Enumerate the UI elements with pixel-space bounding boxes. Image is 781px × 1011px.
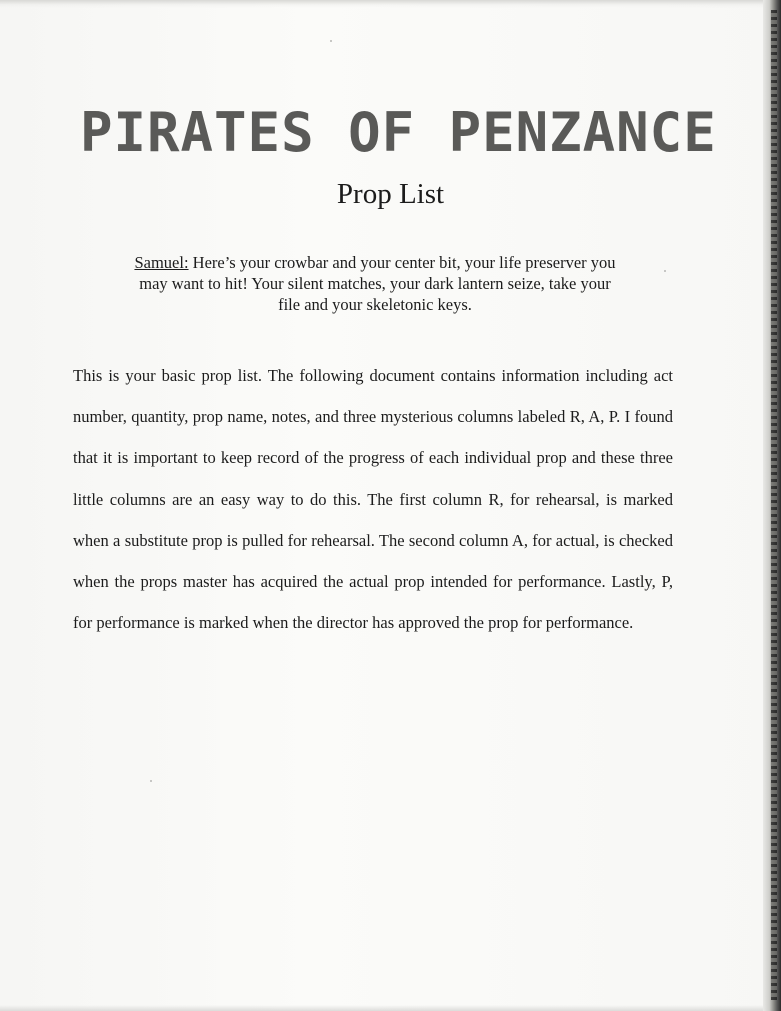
scan-speck: [330, 40, 332, 42]
scan-top-shadow: [0, 0, 781, 8]
binder-edge: [763, 0, 781, 1011]
binder-perforation: [771, 10, 777, 1000]
document-title: PIRATES OF PENZANCE: [80, 101, 717, 164]
document-subtitle: Prop List: [336, 178, 445, 210]
scan-speck: [150, 780, 152, 782]
quote-block: [130, 252, 620, 315]
quote-text: Here’s your crowbar and your center bit, your life preserver you may want to hit! Your silent matches, your dark lantern seize, take your file and your skeletonic keys.: [139, 253, 616, 314]
quote-speaker: Samuel:: [134, 253, 189, 272]
scan-bottom-shadow: [0, 1005, 781, 1011]
scan-speck: [664, 270, 666, 272]
body-paragraph: This is your basic prop list. The following document contains information including act number, quantity, prop name, notes, and three mysterious columns labeled R, A, P. I found that it is important to keep record of the progress of each individual prop and these three little columns are an easy way to do this. The first column R, for rehearsal, is marked when a substitute prop is pulled for rehearsal. The second column A, for actual, is checked when the props master has acquired the actual prop intended for performance. Lastly, P, for performance is marked when the director has approved the prop for performance.: [73, 366, 673, 633]
